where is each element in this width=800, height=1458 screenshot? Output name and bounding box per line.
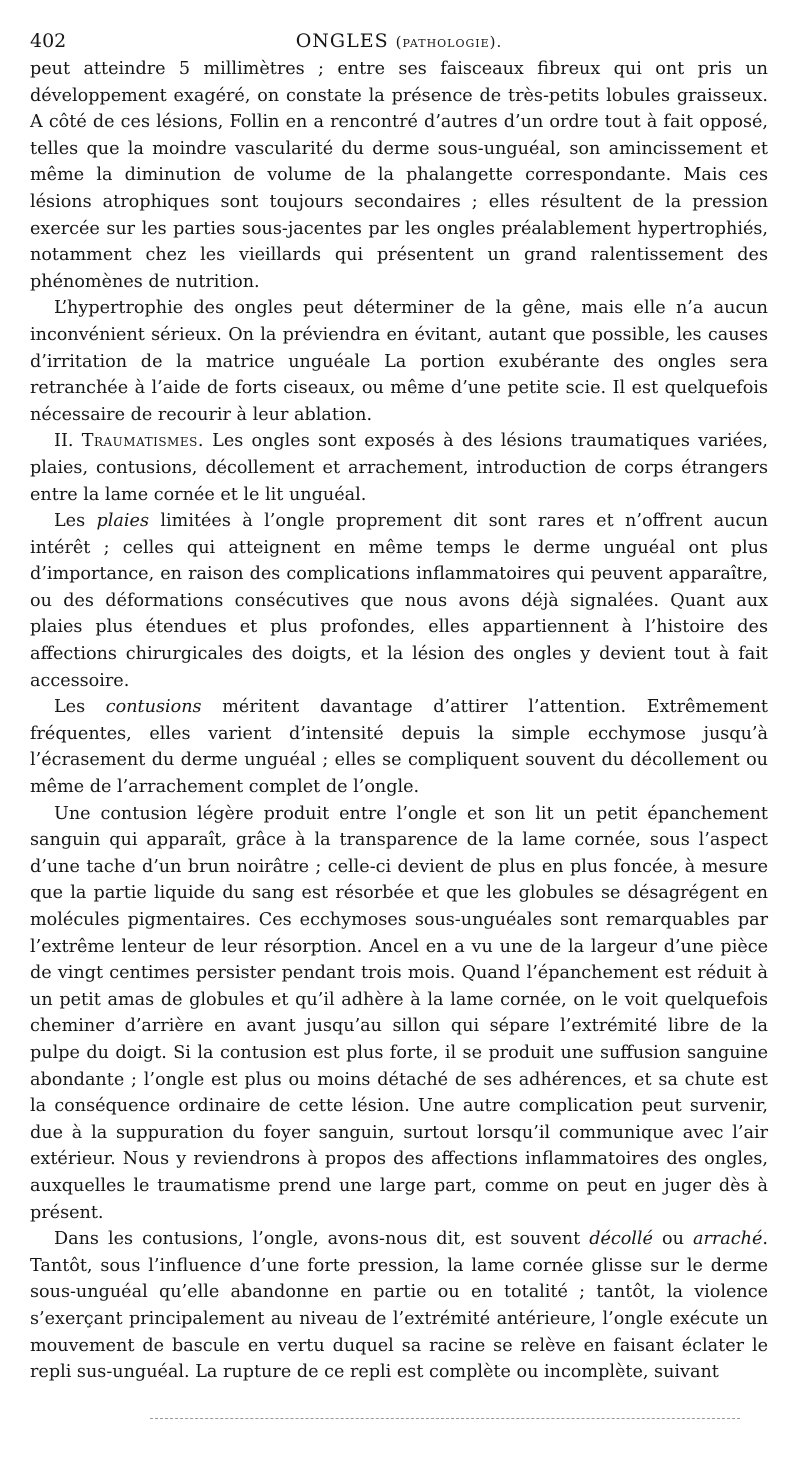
paragraph-p4 [30, 508, 768, 694]
page-number: 402 [30, 30, 67, 52]
text-run: II. [54, 431, 82, 452]
running-title-main: ONGLES [295, 30, 389, 52]
paragraph-p6 [30, 801, 768, 1227]
text-run: . Tantôt, sous l’influence d’une forte pression, la lame cornée glisse sur le derme sous-unguéal qu’elle abandonne en partie ou en totalité ; tantôt, la violence s’exerçant principalement au niveau de l’extrémité antérieure, l’ongle exécute un mouvement de bascule en vertu duquel sa racine se relève en faisant éclater le repli sus-unguéal. La rupture de ce repli est complète ou incomplète, suivant [30, 1229, 768, 1383]
paragraph-p7 [30, 1226, 768, 1386]
running-title [30, 26, 768, 57]
text-run: L’hypertrophie des ongles peut déterminer de la gêne, mais elle n’a aucun inconvénient sérieux. On la préviendra en évitant, autant que possible, les causes d’irritation de la matrice unguéale La portion exubérante des ongles sera retranchée à l’aide de forts ciseaux, ou même d’une petite scie. Il est quelquefois nécessaire de recourir à leur ablation. [30, 298, 768, 425]
italic-term: contusions [105, 697, 202, 718]
body-text [30, 56, 768, 1386]
text-run: Les [54, 511, 97, 532]
italic-term: plaies [96, 511, 149, 532]
italic-term: décollé [589, 1229, 653, 1250]
text-run: Les ongles sont exposés à des lésions traumatiques variées, plaies, contusions, décollement et arrachement, introduction de corps étrangers entre la lame cornée et le lit unguéal. [30, 431, 768, 505]
text-run: Dans les contusions, l’ongle, avons-nous dit, est souvent [54, 1229, 590, 1250]
text-run: Une contusion légère produit entre l’ongle et son lit un petit épanchement sanguin qui apparaît, grâce à la transparence de la lame cornée, sous l’aspect d’une tache d’un brun noirâtre ; celle-ci devient de plus en plus foncée, à mesure que la partie liquide du sang est résorbée et que les globules se désagrégent en molécules pigmentaires. Ces ecchymoses sous-unguéales sont remarquables par l’extrême lenteur de leur résorption. Ancel en a vu une de la largeur d’une pièce de vingt centimes persister pendant trois mois. Quand l’épanchement est réduit à un petit amas de globules et qu’il adhère à la lame cornée, on le voit quelquefois cheminer d’arrière en avant jusqu’au sillon qui sépare l’extrémité libre de la pulpe du doigt. Si la contusion est plus forte, il se produit une suffusion sanguine abondante ; l’ongle est plus ou moins détaché de ses adhérences, et sa chute est la conséquence ordinaire de cette lésion. Une autre complication peut survenir, due à la suppuration du foyer sanguin, surtout lorsqu’il communique avec l’air extérieur. Nous y reviendrons à propos des affections inflammatoires des ongles, auxquelles le traumatisme prend une large part, comme on peut en juger dès à présent. [30, 803, 768, 1223]
text-run: méritent davantage d’attirer l’attention. Extrêmement fréquentes, elles varient d’intensité depuis la simple ecchymose jusqu’à l’écrasement du derme unguéal ; elles se compliquent souvent du décollement ou même de l’arrachement complet de l’ongle. [30, 697, 768, 798]
text-run: Les [54, 697, 106, 718]
text-run: ou [652, 1229, 693, 1250]
page-header [30, 26, 768, 56]
book-page [30, 26, 768, 1386]
text-run: limitées à l’ongle proprement dit sont rares et n’offrent aucun intérêt ; celles qui atteignent en même temps le derme unguéal ont plus d’importance, en raison des complications inflammatoires qui peuvent apparaître, ou des déformations consécutives que nous avons déjà signalées. Quant aux plaies plus étendues et plus profondes, elles appartiennent à l’histoire des affections chirurgicales des doigts, et la lésion des ongles y devient tout à fait accessoire. [30, 511, 769, 691]
paragraph-p2 [30, 295, 768, 428]
section-heading: Traumatismes. [81, 431, 204, 452]
italic-term: arraché [693, 1229, 763, 1250]
footer-rule [150, 1418, 740, 1419]
text-run: peut atteindre 5 millimètres ; entre ses faisceaux fibreux qui ont pris un développement exagéré, on constate la présence de très-petits lobules graisseux. A côté de ces lésions, Follin en a rencontré d’autres d’un ordre tout à fait opposé, telles que la moindre vascularité du derme sous-unguéal, son amincissement et même la diminution de volume de la phalangette correspondante. Mais ces lésions atrophiques sont toujours secondaires ; elles résultent de la pression exercée sur les parties sous-jacentes par les ongles préalablement hypertrophiés, notamment chez les vieillards qui présentent un grand ralentissement des phénomènes de nutrition. [30, 59, 768, 292]
paragraph-p3 [30, 428, 768, 508]
paragraph-p5 [30, 694, 768, 800]
running-title-subtitle: (pathologie). [395, 33, 503, 51]
paragraph-p1 [30, 56, 768, 295]
